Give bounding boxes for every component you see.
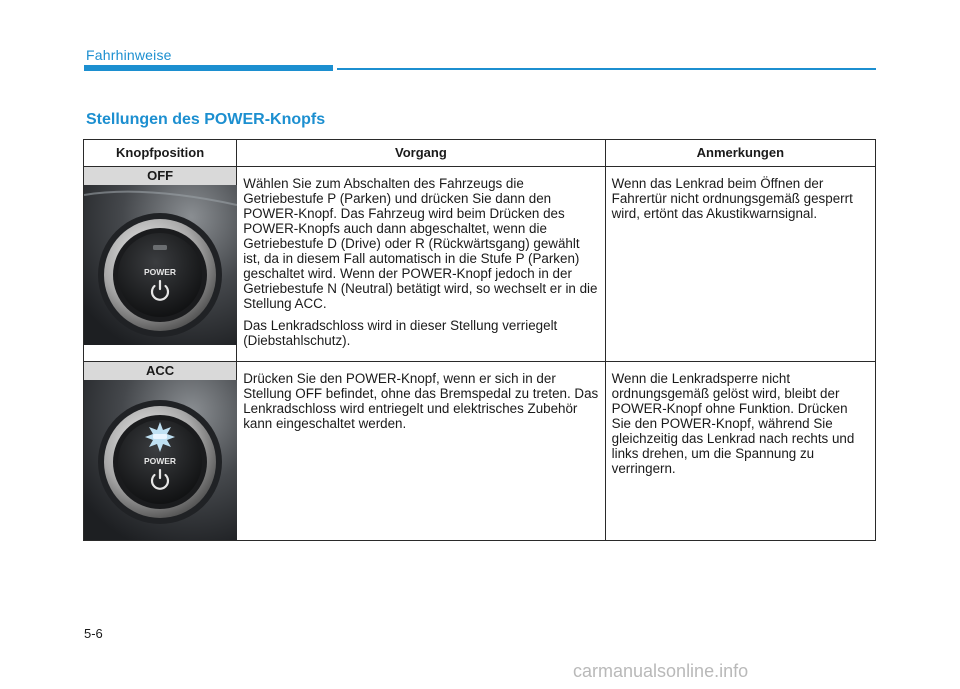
note-cell: [605, 167, 875, 362]
power-button-off-icon: [84, 185, 237, 345]
position-cell: [84, 167, 237, 362]
position-label: ACC: [84, 362, 236, 380]
column-header: Knopfposition: [84, 140, 237, 167]
section-title: Stellungen des POWER-Knopfs: [86, 111, 326, 128]
button-label: POWER: [143, 456, 177, 466]
operation-text: Drücken Sie den POWER-Knopf, wenn er sich in der Stellung OFF befindet, ohne das Bremspedal zu treten. Das Lenkradschloss wird entriegelt und elektrisches Zubehör kann eingeschaltet werden.: [243, 371, 599, 431]
power-button-acc-icon: [84, 380, 237, 540]
power-button-table: [83, 139, 876, 541]
operation-cell: [237, 362, 605, 541]
operation-text: Das Lenkradschloss wird in dieser Stellung verriegelt (Diebstahlschutz).: [243, 318, 558, 348]
position-label: OFF: [84, 167, 236, 185]
note-cell: [605, 362, 875, 541]
note-text: Wenn das Lenkrad beim Öffnen der Fahrertür nicht ordnungsgemäß gesperrt wird, ertönt das Akustikwarnsignal.: [611, 176, 853, 221]
position-cell: [84, 362, 237, 541]
header-rule-thick: [84, 65, 333, 71]
button-label: POWER: [143, 267, 177, 277]
watermark: carmanualsonline.info: [573, 661, 749, 681]
chapter-title: Fahrhinweise: [86, 47, 172, 63]
table-row: [84, 362, 876, 541]
page-number: 5-6: [84, 626, 103, 641]
table-row: [84, 167, 876, 362]
table-header-row: [84, 140, 876, 167]
column-header: Anmerkungen: [605, 140, 875, 167]
header-rule-thin: [337, 68, 876, 70]
note-text: Wenn die Lenkradsperre nicht ordnungsgemäß gelöst wird, bleibt der POWER-Knopf ohne Funktion. Drücken Sie den POWER-Knopf, während Sie gleichzeitig das Lenkrad nach rechts und links drehen, um die Spannung zu verringern.: [611, 371, 855, 476]
operation-cell: [237, 167, 605, 362]
operation-text: Wählen Sie zum Abschalten des Fahrzeugs die Getriebestufe P (Parken) und drücken Sie dann den POWER-Knopf. Das Fahrzeug wird beim Drücken des POWER-Knopfs auch dann abgeschaltet, wenn die Getriebestufe D (Drive) oder R (Rückwärtsgang) gewählt ist, da in diesem Fall automatisch in die Stufe P (Parken) geschaltet wird. Wenn der POWER-Knopf jedoch in der Getriebestufe N (Neutral) betätigt wird, so wechselt er in die Stellung ACC.: [243, 176, 598, 311]
column-header: Vorgang: [237, 140, 605, 167]
